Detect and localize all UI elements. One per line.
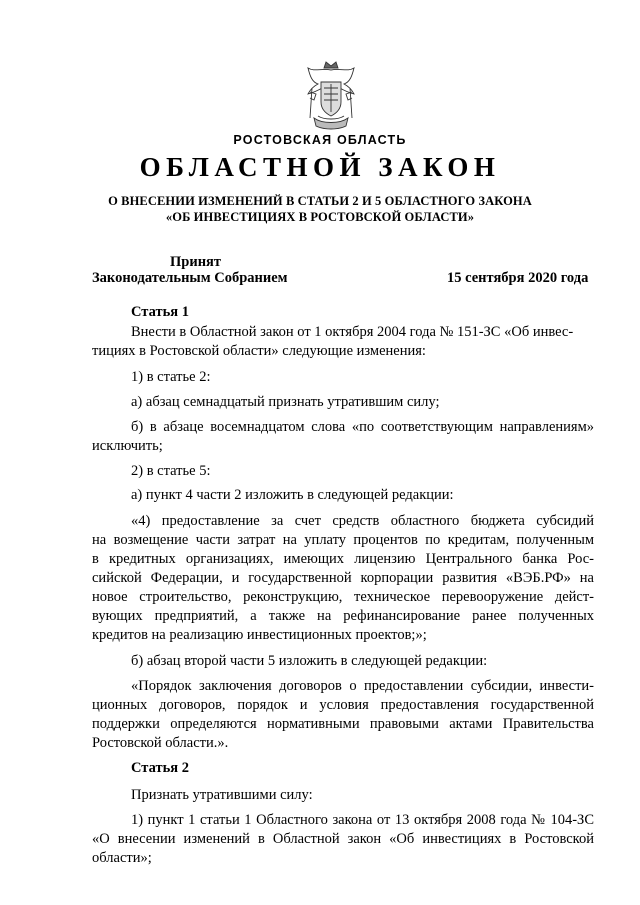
article1-line: вующих предприятий, а также на рефинансирование ранее полученных [92, 608, 594, 624]
article1-line: кредитов на реализацию инвестиционных проектов;»; [92, 627, 427, 643]
article1-line: новое строительство, реконструкцию, техническое перевооружение дейст- [92, 589, 594, 605]
coat-of-arms-icon [302, 58, 360, 130]
adopted-by: Законодательным Собранием [92, 270, 288, 286]
article1-line: на возмещение части затрат на уплату процентов по кредитам, полученным [92, 532, 594, 548]
article1-line: б) в абзаце восемнадцатом слова «по соответствующим направлениям» [131, 419, 594, 435]
article1-line: 2) в статье 5: [131, 463, 211, 479]
article1-line: исключить; [92, 438, 163, 454]
article1-line: поддержки определяются нормативными правовыми актами Правительства [92, 716, 594, 732]
article1-line: сийской Федерации, и государственной корпорации развития «ВЭБ.РФ» на [92, 570, 594, 586]
article1-line: «4) предоставление за счет средств областного бюджета субсидий [131, 513, 594, 529]
article1-line: Внести в Областной закон от 1 октября 2004 года № 151-ЗС «Об инвес- [131, 324, 574, 340]
document-subtitle-line2: «ОБ ИНВЕСТИЦИЯХ В РОСТОВСКОЙ ОБЛАСТИ» [165, 210, 475, 224]
document-title: ОБЛАСТНОЙ ЗАКОН [139, 152, 501, 182]
adopted-label: Принят [170, 254, 222, 270]
article1-line: ционных договоров, порядок и условия предоставления государственной [92, 697, 594, 713]
article1-line: а) пункт 4 части 2 изложить в следующей редакции: [131, 487, 454, 503]
document-subtitle-line1: О ВНЕСЕНИИ ИЗМЕНЕНИЙ В СТАТЬИ 2 И 5 ОБЛАСТНОГО ЗАКОНА [108, 194, 532, 208]
article2-line: Признать утратившими силу: [131, 787, 313, 803]
article1-heading: Статья 1 [131, 304, 189, 320]
region-name: РОСТОВСКАЯ ОБЛАСТЬ [233, 133, 407, 147]
article1-line: тициях в Ростовской области» следующие изменения: [92, 343, 426, 359]
article1-line: б) абзац второй части 5 изложить в следующей редакции: [131, 653, 488, 669]
article2-line: «О внесении изменений в Областной закон «Об инвестициях в Ростовской [92, 831, 594, 847]
article2-heading: Статья 2 [131, 760, 189, 776]
adopted-date: 15 сентября 2020 года [447, 270, 589, 286]
article1-line: 1) в статье 2: [131, 369, 211, 385]
article2-line: области»; [92, 850, 152, 866]
article1-line: Ростовской области.». [92, 735, 229, 751]
article1-line: а) абзац семнадцатый признать утратившим силу; [131, 394, 440, 410]
article2-line: 1) пункт 1 статьи 1 Областного закона от 13 октября 2008 года № 104-ЗС [131, 812, 594, 828]
article1-line: в кредитных организациях, имеющих лицензию Центрального банка Рос- [92, 551, 594, 567]
article1-line: «Порядок заключения договоров о предоставлении субсидии, инвести- [131, 678, 594, 694]
